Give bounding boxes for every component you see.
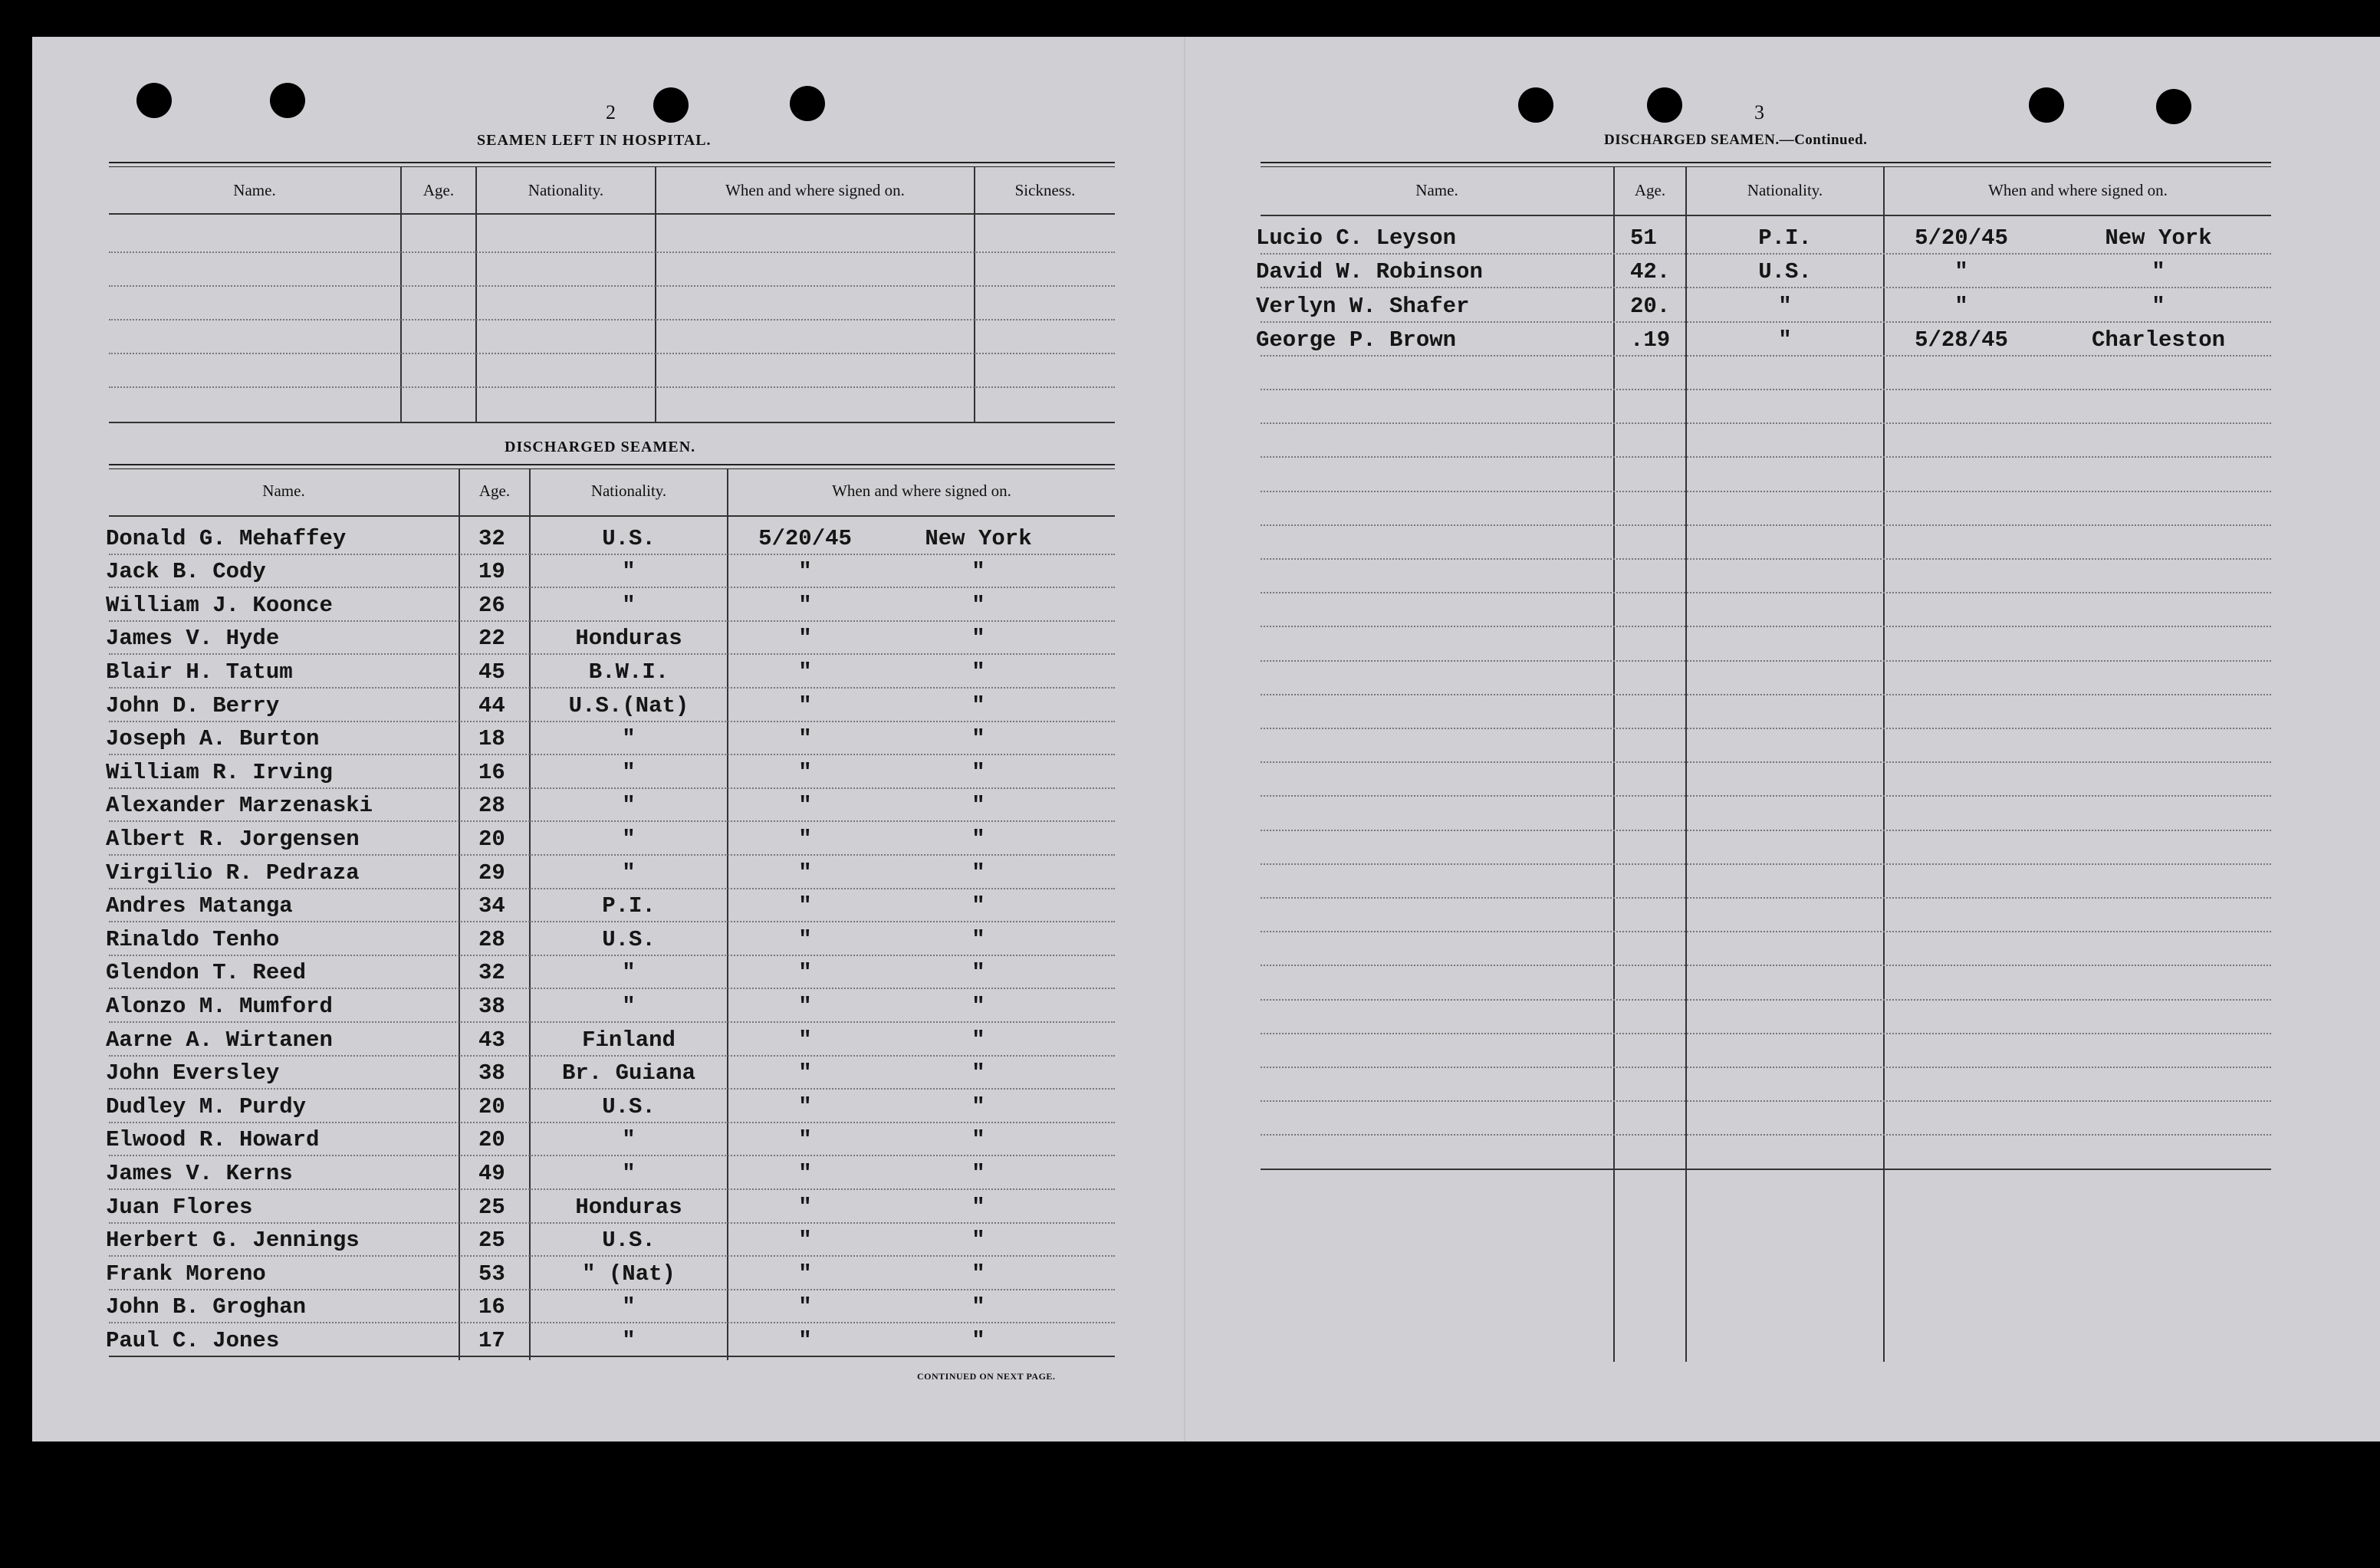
- row-rule: [109, 854, 1115, 856]
- seaman-nationality: ": [622, 960, 636, 986]
- table-bottom-rule: [109, 422, 1115, 423]
- row-rule: [1261, 897, 2271, 899]
- seaman-age: 20: [478, 827, 505, 852]
- column-divider: [974, 167, 975, 423]
- signed-on-date: ": [798, 827, 812, 852]
- seaman-name: John D. Berry: [106, 692, 280, 718]
- row-rule: [1261, 999, 2271, 1001]
- row-rule: [109, 1222, 1115, 1224]
- signed-on-place: ": [971, 1294, 985, 1320]
- row-rule: [1261, 830, 2271, 831]
- table-bottom-rule: [1261, 1169, 2271, 1170]
- seaman-name: Rinaldo Tenho: [106, 926, 280, 952]
- seaman-name: William J. Koonce: [106, 592, 333, 618]
- seaman-nationality: Honduras: [575, 626, 682, 652]
- signed-on-date: ": [798, 893, 812, 919]
- discharged-section-title: DISCHARGED SEAMEN.: [505, 439, 696, 455]
- seaman-name: Frank Moreno: [106, 1261, 266, 1287]
- signed-on-place: ": [971, 759, 985, 785]
- signed-on-date: 5/28/45: [1915, 327, 2008, 353]
- seaman-age: 16: [478, 1294, 505, 1320]
- seaman-name: Verlyn W. Shafer: [1256, 293, 1470, 319]
- seaman-name: James V. Hyde: [106, 626, 280, 652]
- continued-note: CONTINUED ON NEXT PAGE.: [917, 1371, 1056, 1382]
- seaman-name: Albert R. Jorgensen: [106, 827, 360, 852]
- seaman-age: 42.: [1630, 259, 1671, 285]
- row-rule: [109, 386, 1115, 388]
- seaman-nationality: U.S.(Nat): [568, 692, 689, 718]
- table-top-rule: [109, 162, 1115, 167]
- row-rule: [1261, 524, 2271, 526]
- row-rule: [109, 787, 1115, 789]
- seaman-nationality: ": [622, 726, 636, 752]
- signed-on-date: ": [798, 1093, 812, 1119]
- row-rule: [109, 888, 1115, 889]
- signed-on-date: ": [798, 960, 812, 986]
- signed-on-place: New York: [925, 525, 1032, 551]
- signed-on-place: ": [971, 626, 985, 652]
- seaman-name: Virgilio R. Pedraza: [106, 860, 360, 886]
- signed-on-place: ": [971, 692, 985, 718]
- row-rule: [109, 1188, 1115, 1190]
- page-fold: [1184, 37, 1185, 1441]
- signed-on-date: ": [798, 1127, 812, 1153]
- seaman-name: Juan Flores: [106, 1194, 253, 1220]
- row-rule: [1261, 965, 2271, 966]
- signed-on-place: ": [2152, 259, 2165, 285]
- seaman-age: 38: [478, 994, 505, 1019]
- seaman-nationality: U.S.: [1758, 259, 1812, 285]
- column-divider: [400, 167, 402, 423]
- row-rule: [109, 988, 1115, 989]
- row-rule: [1261, 795, 2271, 797]
- row-rule: [1261, 660, 2271, 662]
- signed-on-date: ": [1954, 293, 1968, 319]
- signed-on-place: New York: [2105, 225, 2212, 251]
- seaman-nationality: ": [622, 860, 636, 886]
- row-rule: [1261, 287, 2271, 288]
- signed-on-place: ": [971, 1027, 985, 1053]
- seaman-age: 51: [1630, 225, 1657, 251]
- signed-on-place: ": [971, 994, 985, 1019]
- seaman-name: Aarne A. Wirtanen: [106, 1027, 333, 1053]
- seaman-nationality: P.I.: [1758, 225, 1812, 251]
- row-rule: [1261, 321, 2271, 323]
- seaman-age: 16: [478, 759, 505, 785]
- seaman-nationality: ": [622, 1328, 636, 1353]
- column-header: Age.: [1634, 181, 1666, 199]
- seaman-age: 19: [478, 559, 505, 585]
- seaman-nationality: U.S.: [602, 525, 656, 551]
- signed-on-place: ": [971, 559, 985, 585]
- row-rule: [109, 251, 1115, 253]
- row-rule: [1261, 355, 2271, 357]
- column-divider: [459, 469, 460, 1360]
- seaman-name: John Eversley: [106, 1060, 280, 1086]
- signed-on-date: ": [798, 592, 812, 618]
- seaman-name: Jack B. Cody: [106, 559, 266, 585]
- seaman-name: Elwood R. Howard: [106, 1127, 320, 1153]
- signed-on-date: ": [798, 1060, 812, 1086]
- signed-on-date: ": [798, 659, 812, 685]
- header-rule: [109, 515, 1115, 517]
- punch-hole: [270, 83, 305, 118]
- signed-on-place: ": [971, 893, 985, 919]
- seaman-age: 32: [478, 960, 505, 986]
- seaman-age: 20: [478, 1127, 505, 1153]
- row-rule: [109, 554, 1115, 555]
- row-rule: [109, 1122, 1115, 1123]
- seaman-name: David W. Robinson: [1256, 259, 1483, 285]
- punch-hole: [2156, 89, 2191, 124]
- hospital-section-title: SEAMEN LEFT IN HOSPITAL.: [477, 132, 712, 149]
- seaman-nationality: Honduras: [575, 1194, 682, 1220]
- signed-on-place: Charleston: [2091, 327, 2226, 353]
- seaman-name: Herbert G. Jennings: [106, 1228, 360, 1254]
- seaman-age: 44: [478, 692, 505, 718]
- column-divider: [1613, 167, 1615, 1362]
- signed-on-date: ": [1954, 259, 1968, 285]
- seaman-name: Dudley M. Purdy: [106, 1093, 307, 1119]
- seaman-nationality: ": [1778, 327, 1792, 353]
- table-top-rule: [109, 464, 1115, 469]
- seaman-nationality: B.W.I.: [588, 659, 669, 685]
- signed-on-date: 5/20/45: [758, 525, 852, 551]
- row-rule: [109, 721, 1115, 722]
- row-rule: [109, 285, 1115, 287]
- column-header: Age.: [478, 482, 511, 500]
- signed-on-date: ": [798, 793, 812, 819]
- seaman-nationality: ": [622, 827, 636, 852]
- signed-on-place: ": [971, 659, 985, 685]
- seaman-nationality: ": [622, 759, 636, 785]
- seaman-name: John B. Groghan: [106, 1294, 307, 1320]
- punch-hole: [2029, 87, 2064, 123]
- row-rule: [1261, 931, 2271, 932]
- row-rule: [1261, 558, 2271, 560]
- header-rule: [1261, 215, 2271, 216]
- signed-on-place: ": [971, 1328, 985, 1353]
- seaman-name: George P. Brown: [1256, 327, 1457, 353]
- signed-on-date: ": [798, 626, 812, 652]
- column-header: Name.: [233, 181, 276, 199]
- seaman-age: 43: [478, 1027, 505, 1053]
- row-rule: [109, 687, 1115, 689]
- seaman-age: 26: [478, 592, 505, 618]
- signed-on-date: ": [798, 1027, 812, 1053]
- signed-on-place: ": [971, 860, 985, 886]
- seaman-name: Alexander Marzenaski: [106, 793, 373, 819]
- row-rule: [109, 1322, 1115, 1323]
- page-number: 2: [606, 101, 616, 123]
- seaman-name: Blair H. Tatum: [106, 659, 293, 685]
- signed-on-place: ": [971, 726, 985, 752]
- seaman-name: Glendon T. Reed: [106, 960, 307, 986]
- seaman-age: .19: [1630, 327, 1671, 353]
- row-rule: [109, 1255, 1115, 1257]
- signed-on-place: ": [2152, 293, 2165, 319]
- signed-on-date: ": [798, 860, 812, 886]
- seaman-age: 17: [478, 1328, 505, 1353]
- row-rule: [109, 353, 1115, 354]
- seaman-nationality: ": [1778, 293, 1792, 319]
- row-rule: [1261, 728, 2271, 729]
- seaman-age: 25: [478, 1194, 505, 1220]
- row-rule: [109, 319, 1115, 321]
- seaman-nationality: ": [622, 1127, 636, 1153]
- punch-hole: [653, 87, 689, 123]
- row-rule: [1261, 491, 2271, 492]
- row-rule: [109, 1055, 1115, 1057]
- seaman-name: Lucio C. Leyson: [1256, 225, 1457, 251]
- signed-on-date: ": [798, 1194, 812, 1220]
- row-rule: [1261, 863, 2271, 865]
- table-top-rule: [1261, 162, 2271, 167]
- column-header: Nationality.: [1747, 181, 1823, 199]
- signed-on-place: ": [971, 1060, 985, 1086]
- column-header: When and where signed on.: [725, 181, 905, 199]
- seaman-age: 53: [478, 1261, 505, 1287]
- seaman-nationality: ": [622, 793, 636, 819]
- row-rule: [1261, 626, 2271, 627]
- column-header: Name.: [1415, 181, 1458, 199]
- row-rule: [109, 620, 1115, 622]
- column-header: When and where signed on.: [832, 482, 1011, 500]
- seaman-nationality: U.S.: [602, 1228, 656, 1254]
- signed-on-date: ": [798, 1161, 812, 1186]
- seaman-age: 25: [478, 1228, 505, 1254]
- row-rule: [1261, 1134, 2271, 1136]
- signed-on-date: ": [798, 994, 812, 1019]
- seaman-age: 28: [478, 793, 505, 819]
- seaman-name: Paul C. Jones: [106, 1328, 280, 1353]
- table-bottom-rule: [109, 1356, 1115, 1357]
- seaman-nationality: P.I.: [602, 893, 656, 919]
- punch-hole: [1647, 87, 1682, 123]
- row-rule: [109, 653, 1115, 655]
- column-divider: [727, 469, 728, 1360]
- seaman-nationality: U.S.: [602, 1093, 656, 1119]
- seaman-name: James V. Kerns: [106, 1161, 293, 1186]
- signed-on-date: 5/20/45: [1915, 225, 2008, 251]
- row-rule: [109, 1289, 1115, 1290]
- signed-on-place: ": [971, 793, 985, 819]
- signed-on-place: ": [971, 827, 985, 852]
- seaman-age: 22: [478, 626, 505, 652]
- seaman-age: 32: [478, 525, 505, 551]
- signed-on-date: ": [798, 726, 812, 752]
- column-header: Age.: [422, 181, 455, 199]
- signed-on-date: ": [798, 926, 812, 952]
- signed-on-place: ": [971, 1261, 985, 1287]
- signed-on-place: ": [971, 926, 985, 952]
- punch-hole: [1518, 87, 1553, 123]
- column-divider: [475, 167, 477, 423]
- row-rule: [109, 955, 1115, 956]
- seaman-name: Donald G. Mehaffey: [106, 525, 347, 551]
- signed-on-place: ": [971, 1127, 985, 1153]
- row-rule: [109, 921, 1115, 922]
- row-rule: [1261, 1100, 2271, 1102]
- seaman-nationality: Br. Guiana: [561, 1060, 696, 1086]
- signed-on-place: ": [971, 1228, 985, 1254]
- seaman-nationality: U.S.: [602, 926, 656, 952]
- row-rule: [1261, 592, 2271, 593]
- row-rule: [1261, 422, 2271, 424]
- signed-on-place: ": [971, 1194, 985, 1220]
- column-header: Name.: [262, 482, 305, 500]
- seaman-age: 20.: [1630, 293, 1671, 319]
- seaman-name: William R. Irving: [106, 759, 333, 785]
- punch-hole: [790, 86, 825, 121]
- row-rule: [1261, 389, 2271, 390]
- signed-on-date: ": [798, 1228, 812, 1254]
- signed-on-date: ": [798, 559, 812, 585]
- signed-on-place: ": [971, 592, 985, 618]
- row-rule: [1261, 761, 2271, 763]
- signed-on-date: ": [798, 1294, 812, 1320]
- row-rule: [1261, 253, 2271, 255]
- signed-on-place: ": [971, 960, 985, 986]
- seaman-nationality: ": [622, 994, 636, 1019]
- seaman-age: 18: [478, 726, 505, 752]
- column-divider: [1883, 167, 1885, 1362]
- column-header: Nationality.: [528, 181, 604, 199]
- signed-on-date: ": [798, 1261, 812, 1287]
- seaman-name: Alonzo M. Mumford: [106, 994, 333, 1019]
- punch-hole: [136, 83, 172, 118]
- seaman-age: 29: [478, 860, 505, 886]
- signed-on-date: ": [798, 1328, 812, 1353]
- row-rule: [109, 587, 1115, 588]
- column-header: Sickness.: [1014, 181, 1076, 199]
- column-header: Nationality.: [590, 482, 667, 500]
- signed-on-place: ": [971, 1093, 985, 1119]
- discharged-continued-title: DISCHARGED SEAMEN.—Continued.: [1604, 132, 1868, 148]
- seaman-nationality: ": [622, 592, 636, 618]
- seaman-nationality: Finland: [582, 1027, 676, 1053]
- row-rule: [1261, 1067, 2271, 1068]
- seaman-nationality: ": [622, 1294, 636, 1320]
- row-rule: [1261, 694, 2271, 695]
- seaman-age: 28: [478, 926, 505, 952]
- seaman-age: 34: [478, 893, 505, 919]
- signed-on-place: ": [971, 1161, 985, 1186]
- page-number: 3: [1754, 101, 1764, 123]
- seaman-name: Andres Matanga: [106, 893, 293, 919]
- column-header: When and where signed on.: [1988, 181, 2168, 199]
- seaman-age: 49: [478, 1161, 505, 1186]
- row-rule: [1261, 456, 2271, 458]
- seaman-age: 38: [478, 1060, 505, 1086]
- row-rule: [109, 820, 1115, 822]
- seaman-age: 45: [478, 659, 505, 685]
- seaman-nationality: ": [622, 1161, 636, 1186]
- row-rule: [109, 1021, 1115, 1023]
- row-rule: [109, 1088, 1115, 1090]
- header-rule: [109, 213, 1115, 215]
- signed-on-date: ": [798, 692, 812, 718]
- row-rule: [109, 754, 1115, 755]
- seaman-nationality: " (Nat): [582, 1261, 676, 1287]
- row-rule: [1261, 1033, 2271, 1034]
- row-rule: [109, 1155, 1115, 1156]
- seaman-nationality: ": [622, 559, 636, 585]
- seaman-age: 20: [478, 1093, 505, 1119]
- column-divider: [655, 167, 656, 423]
- seaman-name: Joseph A. Burton: [106, 726, 320, 752]
- signed-on-date: ": [798, 759, 812, 785]
